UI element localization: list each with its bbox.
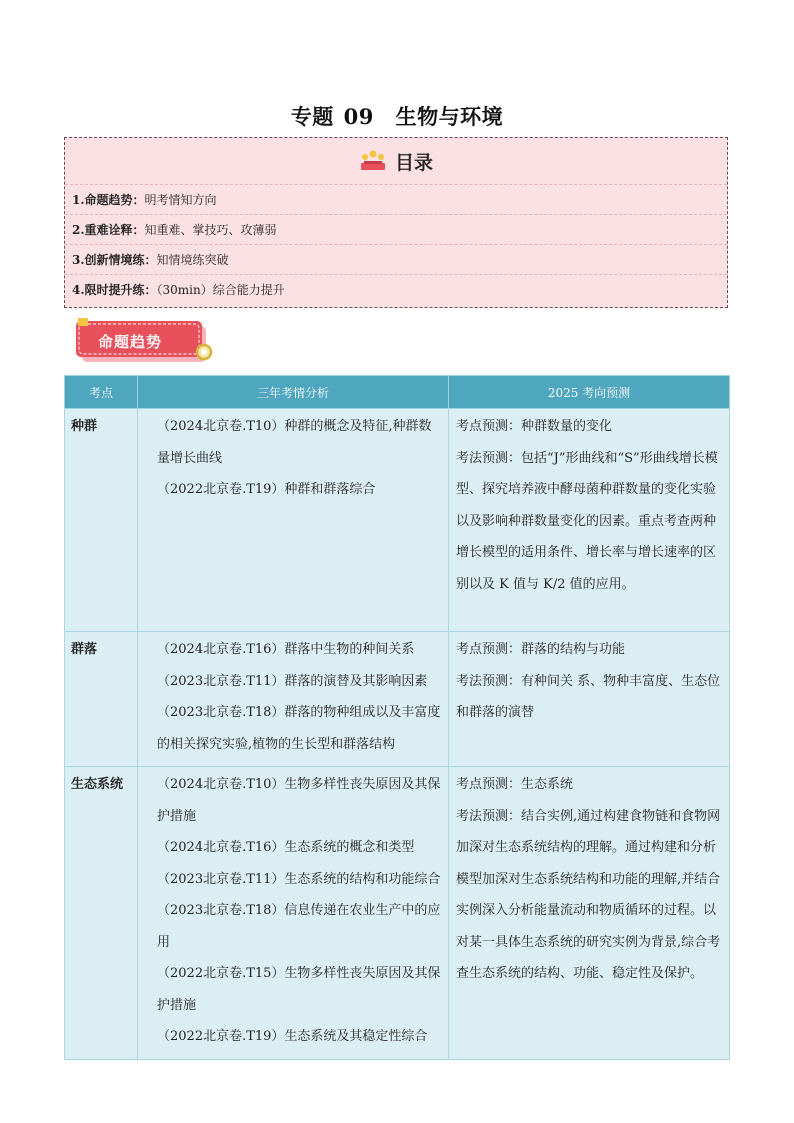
toc-heading: 目录 <box>394 151 433 174</box>
title-number: 09 <box>343 104 374 129</box>
toc-item-label: 4.限时提升练： <box>72 283 157 297</box>
topic-cell: 种群 <box>65 409 138 632</box>
analysis-item: （2024北京卷.T10）种群的概念及特征,种群数量增长曲线 <box>157 419 432 466</box>
title-prefix: 专题 <box>290 105 334 129</box>
analysis-item: （2024北京卷.T10）生物多样性丧失原因及其保护措施 <box>157 777 441 824</box>
toc-header <box>65 138 727 185</box>
column-header: 三年考情分析 <box>138 376 449 409</box>
forecast-point: 考点预测：生态系统 <box>456 777 574 792</box>
crown-icon <box>359 150 387 172</box>
analysis-item: （2023北京卷.T18）信息传递在农业生产中的应用 <box>157 903 441 950</box>
forecast-point: 考点预测：种群数量的变化 <box>456 419 613 434</box>
toc-item-label: 3.创新情境练： <box>72 253 157 267</box>
ring-icon <box>194 342 214 362</box>
table-row <box>65 632 730 767</box>
column-header: 2025 考向预测 <box>449 376 730 409</box>
topic-cell: 生态系统 <box>65 767 138 1060</box>
analysis-item: （2023北京卷.T11）群落的演替及其影响因素 <box>157 673 428 689</box>
table-header-row <box>65 376 730 409</box>
analysis-item: （2024北京卷.T16）生态系统的概念和类型 <box>157 840 415 855</box>
table-row <box>65 767 730 1060</box>
forecast-cell <box>449 767 730 1060</box>
analysis-cell <box>138 632 449 767</box>
analysis-item: （2022北京卷.T19）生态系统及其稳定性综合 <box>157 1029 428 1044</box>
forecast-cell <box>449 409 730 632</box>
toc-item <box>65 275 727 305</box>
forecast-cell <box>449 632 730 767</box>
toc-item-label: 2.重难诠释： <box>72 223 145 237</box>
analysis-cell <box>138 767 449 1060</box>
page-title <box>0 101 794 131</box>
banner-label: 命题趋势 <box>98 333 163 351</box>
toc-item <box>65 185 727 215</box>
forecast-method: 考法预测：结合实例,通过构建食物链和食物网加深对生态系统结构的理解。通过构建和分析模型加深对生态系统结构和功能的理解,并结合实例深入分析能量流动和物质循环的过程。以对某一具体生态系统的研究实例为背景,综合考查生态系统的结构、功能、稳定性及保护。 <box>456 808 721 981</box>
forecast-method: 考法预测：有种间关 系、物种丰富度、生态位和群落的演替 <box>456 673 721 720</box>
toc-item <box>65 245 727 275</box>
table-row <box>65 409 730 632</box>
forecast-point: 考点预测：群落的结构与功能 <box>456 642 626 657</box>
table-of-contents <box>64 137 728 308</box>
toc-item-desc: 知情境练突破 <box>156 253 229 267</box>
toc-item-desc: 知重难、掌技巧、攻薄弱 <box>144 223 277 237</box>
toc-item-label: 1.命题趋势： <box>72 193 145 207</box>
column-header: 考点 <box>65 376 138 409</box>
topic-cell: 群落 <box>65 632 138 767</box>
toc-item <box>65 215 727 245</box>
section-banner <box>76 318 216 370</box>
toc-item-desc: （30min）综合能力提升 <box>156 283 285 297</box>
toc-item-desc: 明考情知方向 <box>144 193 217 207</box>
analysis-item: （2022北京卷.T15）生物多样性丧失原因及其保护措施 <box>157 966 441 1013</box>
analysis-item: （2023北京卷.T18）群落的物种组成以及丰富度的相关探究实验,植物的生长型和群落结构 <box>157 705 441 752</box>
analysis-item: （2023北京卷.T11）生态系统的结构和功能综合 <box>157 871 441 887</box>
analysis-item: （2022北京卷.T19）种群和群落综合 <box>157 482 376 497</box>
title-name: 生物与环境 <box>395 105 504 129</box>
analysis-cell <box>138 409 449 632</box>
exam-trend-table <box>64 375 730 1060</box>
analysis-item: （2024北京卷.T16）群落中生物的种间关系 <box>157 642 415 657</box>
forecast-method: 考法预测：包括“J”形曲线和“S”形曲线增长模型、探究培养液中酵母菌种群数量的变化实验以及影响种群数量变化的因素。重点考查两种增长模型的适用条件、增长率与增长速率的区别以及 K 值与 K/2 值的应用。 <box>456 450 718 592</box>
